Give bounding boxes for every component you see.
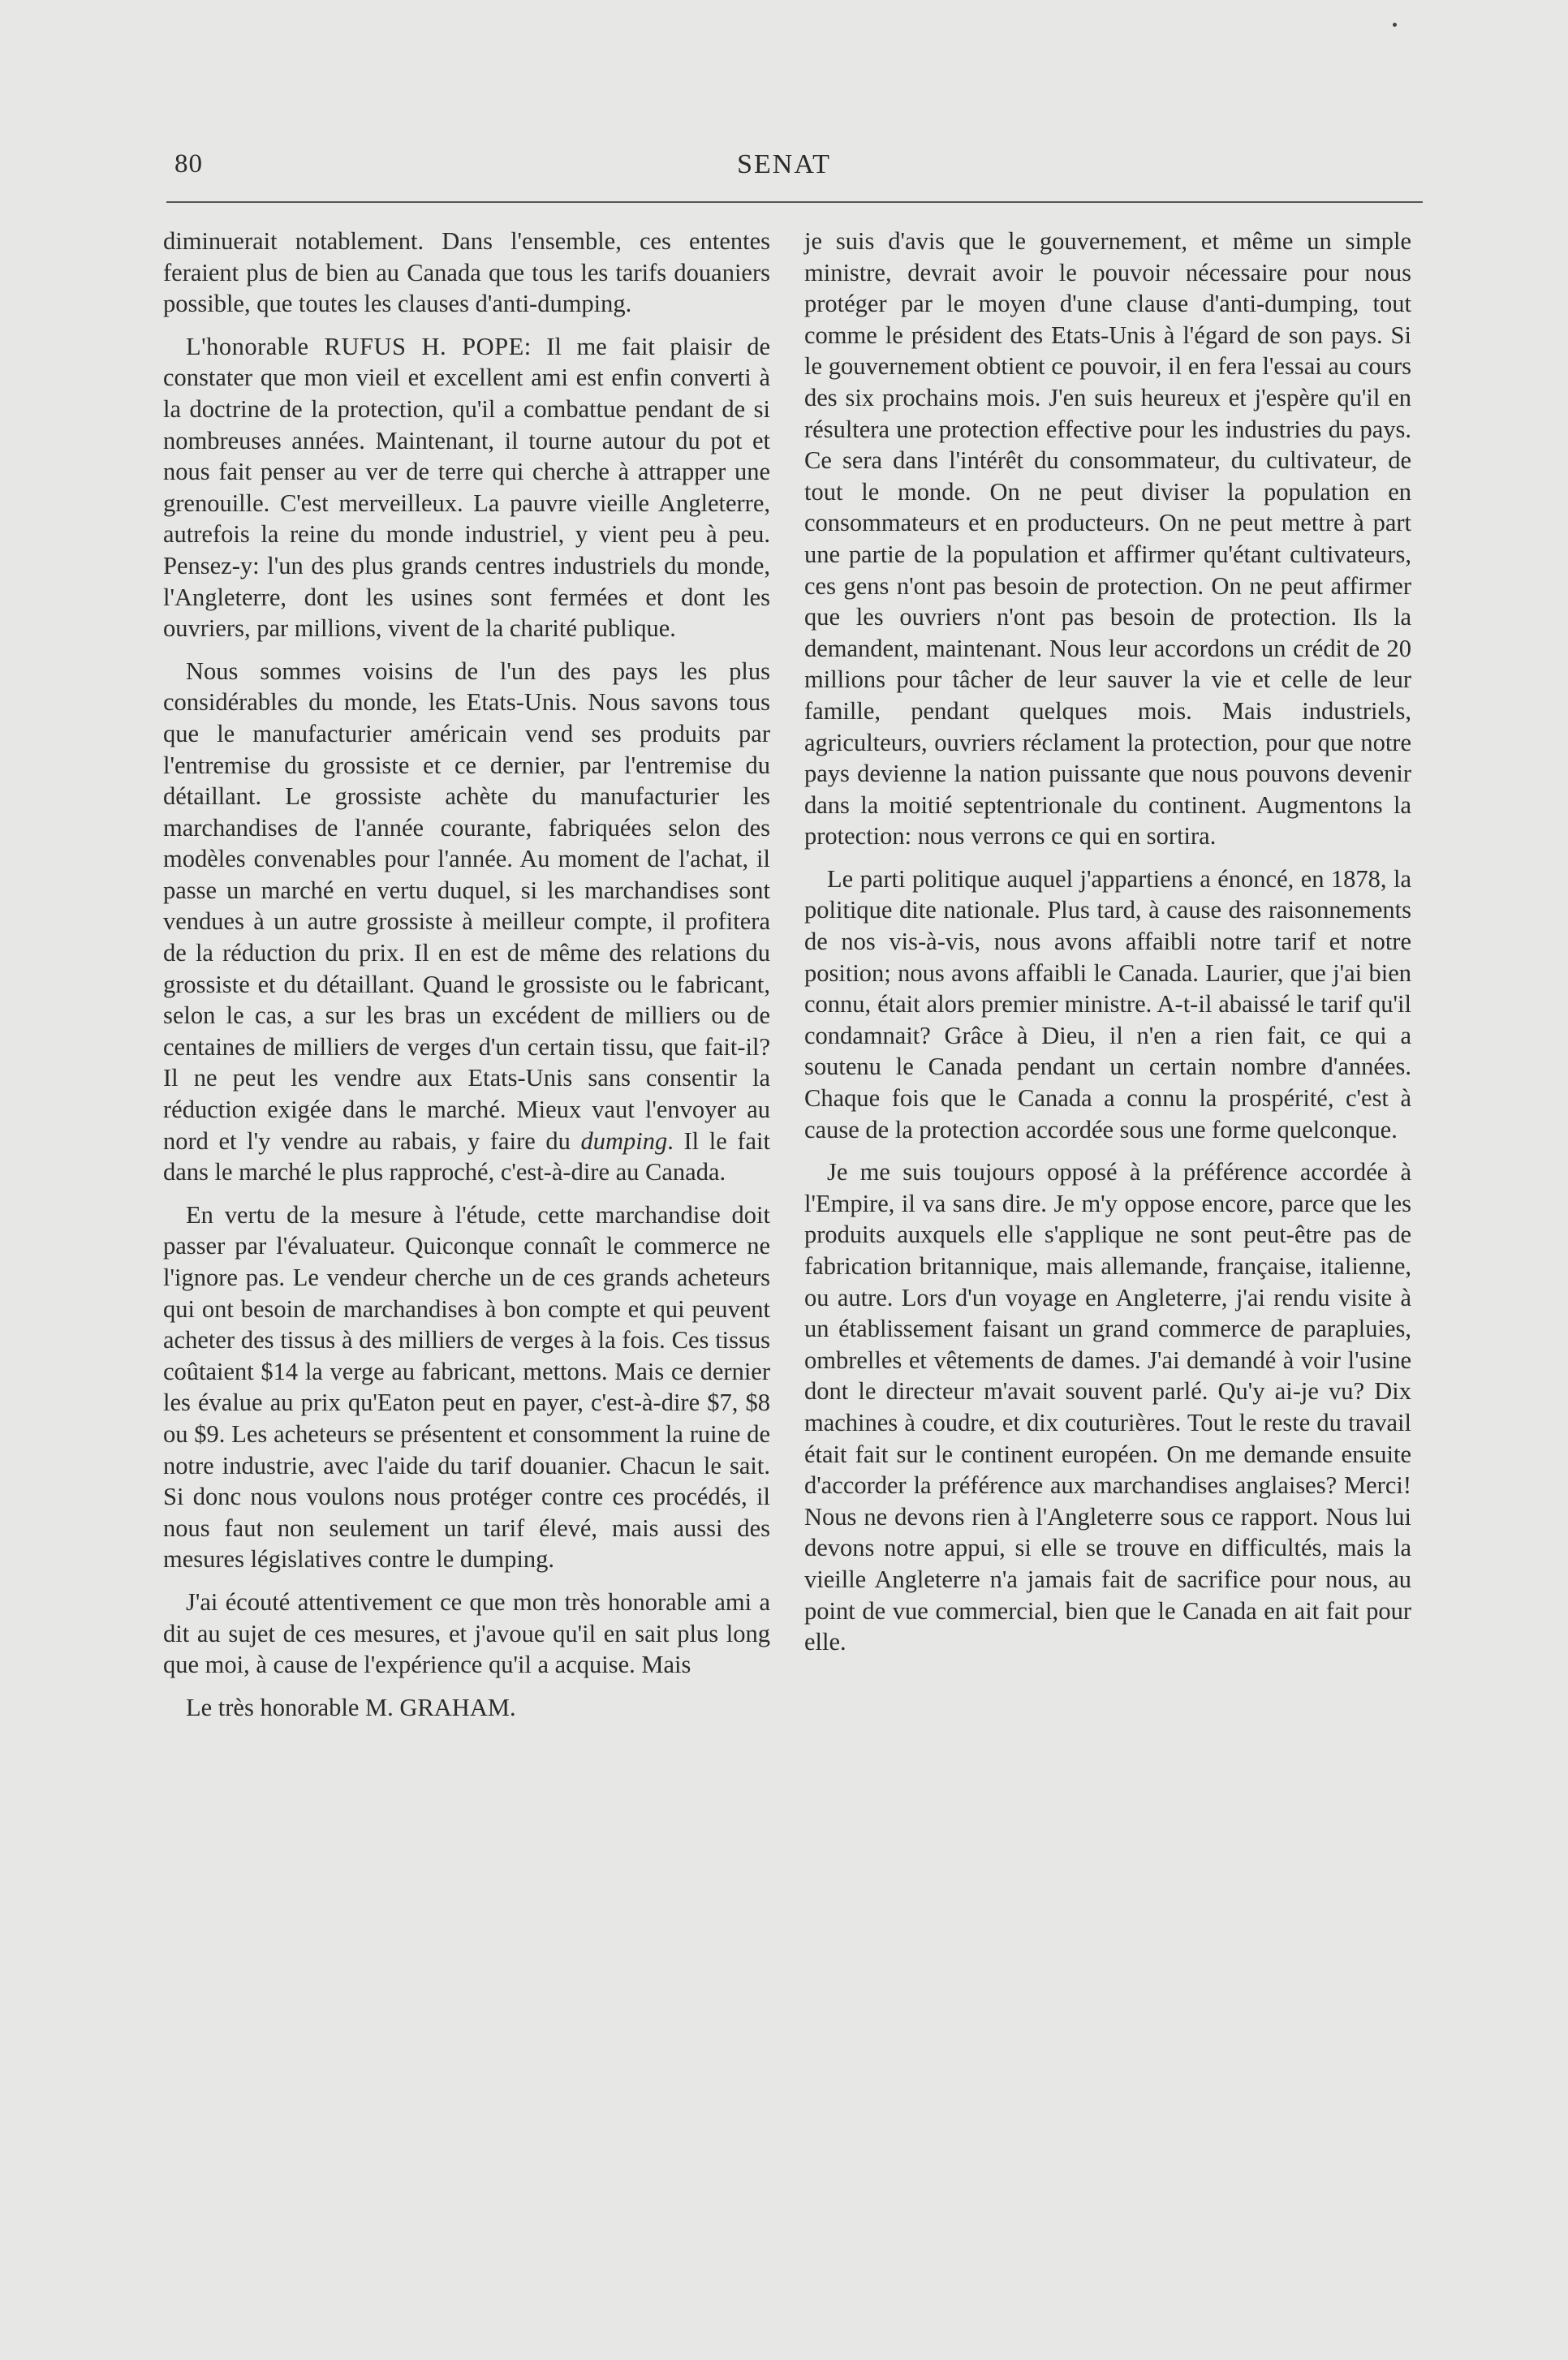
right-column [804,226,1411,1669]
speaker-heading: Le très honorable M. GRAHAM. [186,1693,516,1721]
left-column [163,226,770,1734]
paragraph: J'ai écouté attentivement ce que mon très honorable ami a dit au sujet de ces mesures, et j'avoue qu'il en sait plus long que moi, à cause de l'expérience qu'il a acquise. Mais [163,1587,770,1679]
speech-paragraph [163,331,770,644]
header-rule [166,201,1423,203]
paragraph: diminuerait notablement. Dans l'ensemble, ces ententes feraient plus de bien au Canada que tous les tarifs douaniers possible, que toutes les clauses d'anti-dumping. [163,227,770,318]
paragraph [163,656,770,1188]
page-header-title: SENAT [737,149,831,179]
paragraph: Le parti politique auquel j'appartiens a énoncé, en 1878, la politique dite nationale. Plus tard, à cause des raisonnements de nos vis-à-vis, nous avons affaibli notre tarif et notre position; nous avons affaibli le Canada. Laurier, que j'ai bien connu, était alors premier ministre. A-t-il abaissé le tarif qu'il condamnait? Grâce à Dieu, il n'en a rien fait, ce qui a soutenu le Canada pendant un certain nombre d'années. Chaque fois que le Canada a connu la prospérité, c'est à cause de la protection accordée sous une forme quelconque. [804,864,1411,1143]
paragraph-text: Nous sommes voisins de l'un des pays les plus considérables du monde, les Etats-Unis. Nous savons tous que le manufacturier américain vend ses produits par l'entremise du grossiste et ce dernier, par l'entremise du détaillant. Le grossiste achète du manufacturier les marchandises de l'année courante, fabriquées selon des modèles convenables pour l'année. Au moment de l'achat, il passe un marché en vertu duquel, si les marchandises sont vendues à un autre grossiste à meilleur compte, il profitera de la réduction du prix. Il en est de même des relations du grossiste et du détaillant. Quand le grossiste ou le fabricant, selon le cas, a sur les bras un excédent de milliers ou de centaines de milliers de verges d'un certain tissu, que fait-il? Il ne peut les vendre aux Etats-Unis sans consentir la réduction exigée dans le marché. Mieux vaut l'envoyer au nord et l'y vendre au rabais, y faire du [163,657,770,1155]
paragraph: Je me suis toujours opposé à la préférence accordée à l'Empire, il va sans dire. Je m'y oppose encore, parce que les produits auxquels elle s'applique ne sont peut-être pas de fabrication britannique, mais allemande, française, italienne, ou autre. Lors d'un voyage en Angleterre, j'ai rendu visite à un établissement faisant un grand commerce de parapluies, ombrelles et vêtements de dames. J'ai demandé à voir l'usine dont le directeur m'avait souvent parlé. Qu'y ai-je vu? Dix machines à coudre, et dix couturières. Tout le reste du travail était fait sur le continent européen. On me demande ensuite d'accorder la préférence aux marchandises anglaises? Merci! Nous ne devons rien à l'Angleterre sous ce rapport. Nous lui devons notre appui, si elle se trouve en difficultés, mais la vieille Angleterre n'a jamais fait de sacrifice pour nous, au point de vue commercial, bien que le Canada en ait fait pour elle. [804,1158,1411,1656]
speech-text: Il me fait plaisir de constater que mon vieil et excellent ami est enfin converti à la doctrine de la protection, qu'il a combattue pendant de si nombreuses années. Maintenant, il tourne autour du pot et nous fait penser au ver de terre qui cherche à attrapper une grenouille. C'est merveilleux. La pauvre vieille Angleterre, autrefois la reine du monde industriel, y vient peu à peu. Pensez-y: l'un des plus grands centres industriels du monde, l'Angleterre, dont les usines sont fermées et dont les ouvriers, par millions, vivent de la charité publique. [163,332,770,643]
paragraph: je suis d'avis que le gouvernement, et même un simple ministre, devrait avoir le pouvoir nécessaire pour nous protéger par le moyen d'une clause d'anti-dumping, tout comme le président des Etats-Unis à l'égard de son pays. Si le gouvernement obtient ce pouvoir, il en fera l'essai au cours des six prochains mois. J'en suis heureux et j'espère qu'il en résultera une protection effective pour les industries du pays. Ce sera dans l'intérêt du consommateur, du cultivateur, de tout le monde. On ne peut diviser la population en consommateurs et en producteurs. On ne peut mettre à part une partie de la population et affirmer qu'étant cultivateurs, ces gens n'ont pas besoin de protection. On ne peut affirmer que les ouvriers n'ont pas besoin de protection. Ils la demandent, maintenant. Nous leur accordons un crédit de 20 millions pour tâcher de leur sauver la vie et celle de leur famille, pendant quelques mois. Mais industriels, agriculteurs, ouvriers réclament la protection, pour que notre pays devienne la nation puissante que nous pouvons devenir dans la moitié septentrionale du continent. Augmentons la protection: nous verrons ce qui en sortira. [804,227,1411,851]
speck-mark [1393,23,1397,27]
speaker-name: L'honorable RUFUS H. POPE: [186,332,532,360]
paragraph: En vertu de la mesure à l'étude, cette marchandise doit passer par l'évaluateur. Quiconque connaît le commerce ne l'ignore pas. Le vendeur cherche un de ces grands acheteurs qui ont besoin de marchandises à bon compte et qui peuvent acheter des tissus à des milliers de verges à la fois. Ces tissus coûtaient $14 la verge au fabricant, mettons. Mais ce dernier les évalue au prix qu'Eaton peut en payer, c'est-à-dire $7, $8 ou $9. Les acheteurs se présentent et consomment la ruine de notre industrie, avec l'aide du tarif douanier. Chacun le sait. Si donc nous voulons nous protéger contre ces procédés, il nous faut non seulement un tarif élevé, mais aussi des mesures législatives contre le dumping. [163,1200,770,1574]
italic-term: dumping [580,1126,668,1155]
page-number: 80 [174,149,203,179]
paragraph-text-end: . Il le fait dans le marché le plus rapproché, c'est-à-dire au Canada. [163,1126,770,1186]
